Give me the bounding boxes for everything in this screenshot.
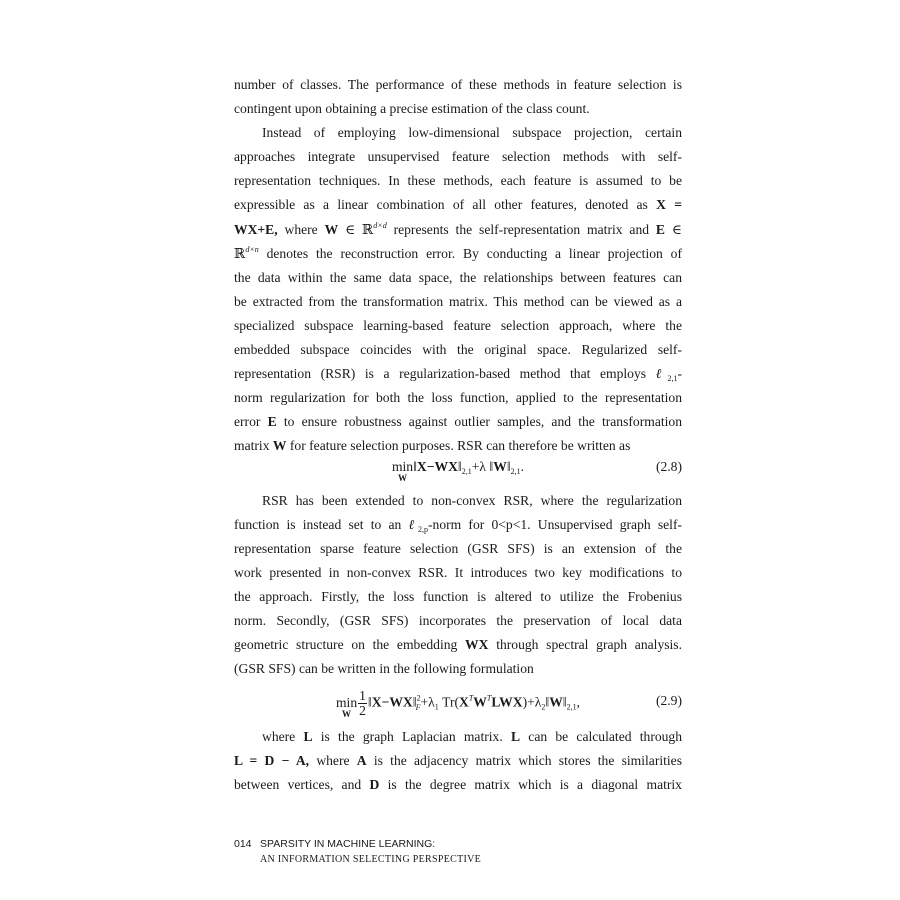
- text-line: the data within the same data space, the relationships between features can: [234, 269, 682, 285]
- footer-line-1: [234, 836, 481, 852]
- math-span: D: [369, 777, 380, 793]
- text-line: [234, 218, 682, 242]
- text-span: denotes the reconstruction error. By conducting a linear projection of: [266, 245, 682, 261]
- text-line: representation sparse feature selection (GSR SFS) is an extension of the: [234, 540, 682, 556]
- book-subtitle: AN INFORMATION SELECTING PERSPECTIVE: [260, 854, 482, 865]
- math-span: L: [303, 729, 313, 745]
- text-span: is the adjacency matrix which stores the similarities: [373, 753, 682, 769]
- equation-number: (2.9): [655, 693, 682, 709]
- text-line: [234, 773, 682, 797]
- text-span: to ensure robustness against outlier samples, and the transformation: [283, 414, 682, 430]
- text-span: where: [316, 753, 350, 769]
- text-line: be extracted from the transformation matrix. This method can be viewed as a: [234, 293, 682, 309]
- fraction: $\frac{1}{2}$: [359, 688, 366, 719]
- text-line: [234, 193, 682, 217]
- math-span: W ∈ ℝ$^{d\times d}$: [324, 220, 387, 237]
- text-span: represents the self-representation matrix and: [393, 221, 650, 237]
- text-line: [234, 410, 682, 434]
- text-line: (GSR SFS) can be written in the following formulation: [234, 661, 534, 677]
- min-operator: min W: [391, 458, 414, 483]
- text-span: is the graph Laplacian matrix.: [320, 729, 503, 745]
- math-span: L: [510, 729, 521, 745]
- text-span: expressible as a linear combination of all other features, denoted as: [234, 197, 648, 213]
- text-span: is the degree matrix which is a diagonal matrix: [387, 777, 682, 793]
- text-span: function is instead set to an: [234, 516, 402, 532]
- math-span: ℝ$^{d\times n}$: [234, 244, 259, 261]
- text-line: [234, 362, 682, 386]
- min-operator: min W: [335, 694, 358, 719]
- text-line: norm regularization for both the loss function, applied to the representation: [234, 390, 682, 406]
- equation-2-9: [234, 685, 682, 725]
- text-line: approaches integrate unsupervised feature selection methods with self-: [234, 149, 682, 165]
- equation-number: (2.8): [655, 458, 682, 474]
- equation-body: min W $\frac{1}{2}$ $‖X-WX‖^2_F+\lambda_1$ $Tr(X^TW^TLWX)+\lambda_2‖W‖_{2,1}$,: [335, 688, 581, 719]
- math-span: ℓ$_{2,p}$: [408, 516, 428, 534]
- text-span: geometric structure on the embedding: [234, 637, 458, 653]
- text-line: Instead of employing low-dimensional subspace projection, certain: [262, 125, 682, 141]
- math-span: W: [272, 438, 287, 454]
- math-span: A: [356, 753, 367, 769]
- page-number: 014: [234, 838, 252, 850]
- text-line: contingent upon obtaining a precise estimation of the class count.: [234, 101, 590, 117]
- math-span: WX: [465, 637, 489, 653]
- text-line: [234, 725, 682, 749]
- text-line: [234, 749, 682, 773]
- page-footer: [234, 836, 481, 868]
- math-span: E: [267, 414, 277, 430]
- text-span: for feature selection purposes. RSR can therefore be written as: [289, 438, 631, 454]
- text-span: representation (RSR) is a regularization-based method that employs: [234, 366, 647, 382]
- text-span: where: [284, 221, 318, 237]
- math-span: X =: [656, 197, 683, 213]
- text-line: RSR has been extended to non-convex RSR, where the regularization: [262, 492, 682, 508]
- math-span: L = D − A,: [234, 753, 310, 769]
- text-line: specialized subspace learning-based feature selection approach, where the: [234, 317, 682, 333]
- equation-body: min W $‖X-WX‖_{2,1}+\lambda$ $‖W‖_{2,1}$.: [391, 458, 525, 483]
- text-line: the approach. Firstly, the loss function is altered to utilize the Frobenius: [234, 588, 682, 604]
- text-span: -norm for 0<p<1. Unsupervised graph self-: [428, 516, 683, 532]
- math-span: E ∈: [655, 221, 682, 237]
- text-line: [234, 242, 682, 266]
- math-span: ℓ$_{2,1}$-: [655, 366, 682, 384]
- text-span: where: [262, 729, 296, 745]
- text-line: norm. Secondly, (GSR SFS) incorporates the preservation of local data: [234, 612, 682, 628]
- text-span: error: [234, 414, 261, 430]
- math-span: WX+E,: [234, 221, 278, 237]
- text-span: can be calculated through: [528, 729, 683, 745]
- book-title: SPARSITY IN MACHINE LEARNING:: [260, 838, 436, 850]
- text-line: representation techniques. In these methods, each feature is assumed to be: [234, 173, 682, 189]
- text-line: number of classes. The performance of these methods in feature selection is: [234, 77, 682, 92]
- text-line: [234, 434, 682, 458]
- text-line: [234, 513, 682, 537]
- text-span: through spectral graph analysis.: [496, 637, 682, 653]
- text-span: between vertices, and: [234, 777, 362, 793]
- text-line: work presented in non-convex RSR. It introduces two key modifications to: [234, 564, 682, 580]
- text-span: matrix: [234, 438, 270, 454]
- page-body: [234, 73, 682, 798]
- equation-2-8: [234, 459, 682, 489]
- text-line: [234, 633, 682, 657]
- text-line: embedded subspace coincides with the original space. Regularized self-: [234, 342, 682, 358]
